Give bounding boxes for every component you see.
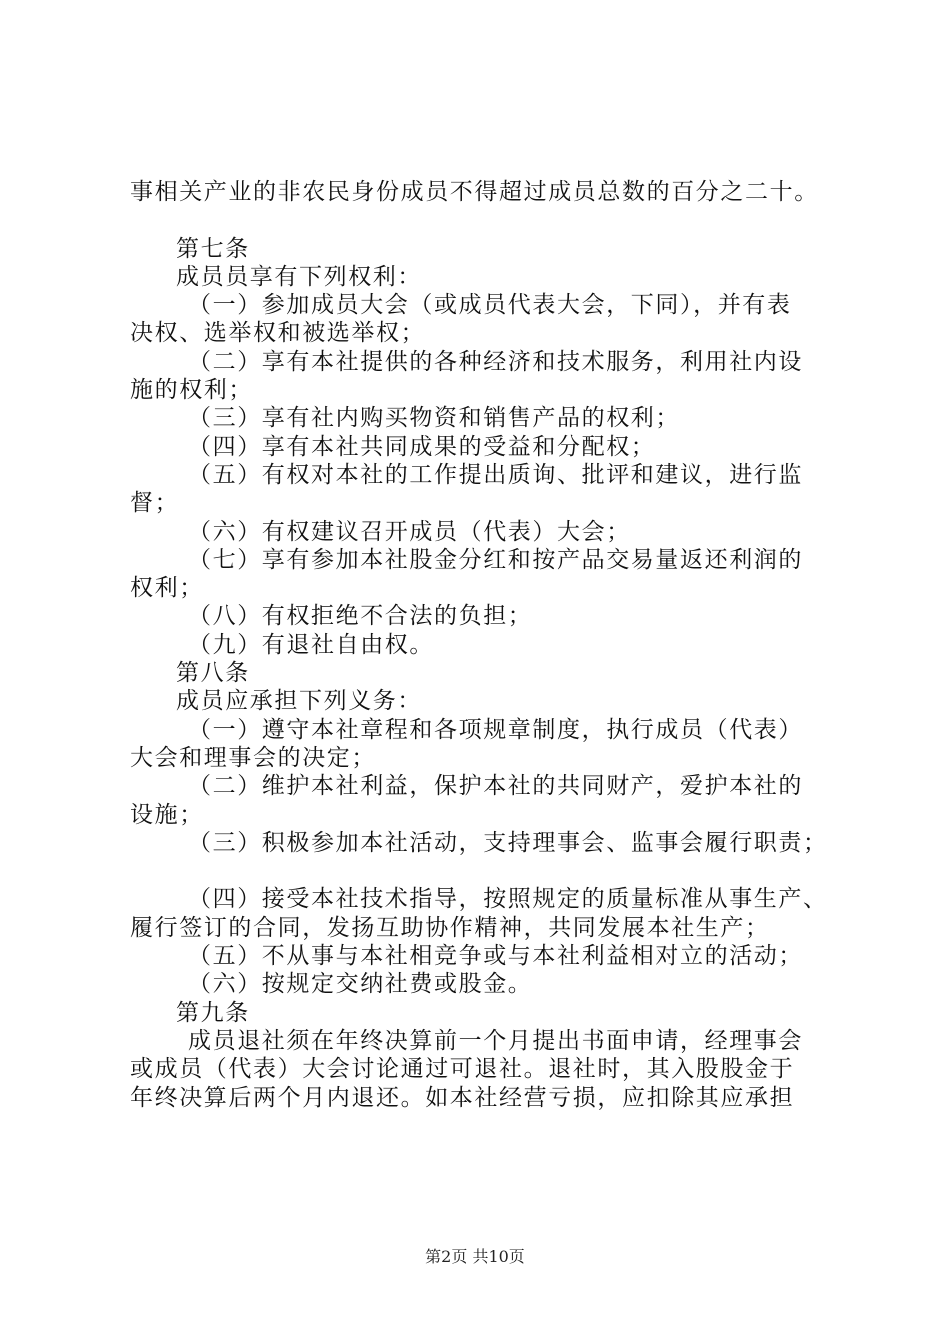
text-line: 督； xyxy=(130,490,180,517)
text-line: 决权、选举权和被选举权； xyxy=(130,320,426,347)
list-item: （九）有退社自由权。 xyxy=(188,631,434,658)
text-line: 成员应承担下列义务： xyxy=(176,688,422,715)
text-line: 成员员享有下列权利： xyxy=(176,263,422,290)
blank-line xyxy=(130,857,850,885)
list-item: （五）不从事与本社相竞争或与本社利益相对立的活动； xyxy=(188,943,803,970)
blank-line xyxy=(130,206,850,234)
list-item: （二）维护本社利益，保护本社的共同财产，爱护本社的 xyxy=(188,773,803,800)
list-item: （六）有权建议召开成员（代表）大会； xyxy=(188,518,631,545)
page-footer: 第2页 共10页 xyxy=(425,1247,525,1266)
text-line: 事相关产业的非农民身份成员不得超过成员总数的百分之二十。 xyxy=(130,179,819,205)
text-line: 权利； xyxy=(130,575,204,602)
list-item: （二）享有本社提供的各种经济和技术服务，利用社内设 xyxy=(188,348,803,375)
text-line: 或成员（代表）大会讨论通过可退社。退社时，其入股股金于 xyxy=(130,1056,795,1083)
list-item: （八）有权拒绝不合法的负担； xyxy=(188,603,533,630)
text-line: 大会和理事会的决定； xyxy=(130,744,376,771)
text-line: 设施； xyxy=(130,801,204,828)
list-item: （三）积极参加本社活动，支持理事会、监事会履行职责； xyxy=(188,829,828,856)
text-line: 年终决算后两个月内退还。如本社经营亏损，应扣除其应承担 xyxy=(130,1084,795,1111)
text-line: 成员退社须在年终决算前一个月提出书面申请，经理事会 xyxy=(188,1027,803,1054)
list-item: （三）享有社内购买物资和销售产品的权利； xyxy=(188,405,680,432)
list-item: （四）接受本社技术指导，按照规定的质量标准从事生产、 xyxy=(188,886,828,913)
text-line: 施的权利； xyxy=(130,377,253,404)
list-item: （六）按规定交纳社费或股金。 xyxy=(188,971,533,998)
list-item: （五）有权对本社的工作提出质询、批评和建议，进行监 xyxy=(188,461,803,488)
article-heading: 第九条 xyxy=(176,999,250,1026)
list-item: （四）享有本社共同成果的受益和分配权； xyxy=(188,433,656,460)
list-item: （一）遵守本社章程和各项规章制度，执行成员（代表） xyxy=(188,716,803,743)
list-item: （一）参加成员大会（或成员代表大会，下同），并有表 xyxy=(188,292,792,319)
list-item: （七）享有参加本社股金分红和按产品交易量返还利润的 xyxy=(188,546,803,573)
text-line: 履行签订的合同，发扬互助协作精神，共同发展本社生产； xyxy=(130,914,770,941)
article-heading: 第七条 xyxy=(176,235,250,262)
document-body xyxy=(130,178,850,1112)
article-heading: 第八条 xyxy=(176,660,250,687)
